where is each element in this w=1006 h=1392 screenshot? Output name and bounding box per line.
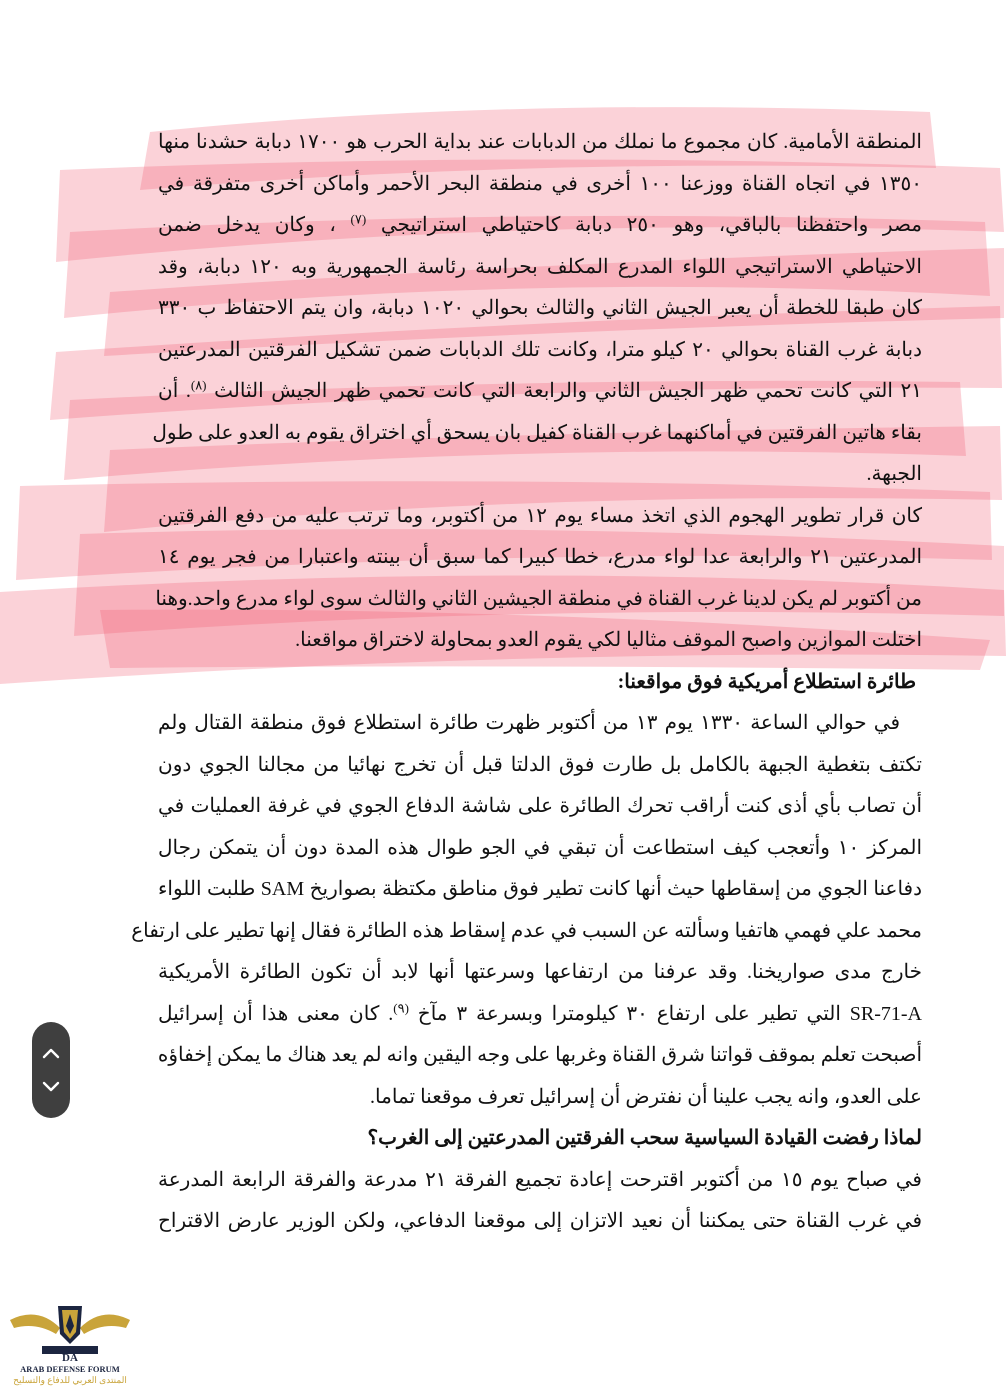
text-line: في صباح يوم ١٥ من أكتوبر اقترحت إعادة تجميع الفرقة ٢١ مدرعة والفرقة الرابعة المدرعة bbox=[158, 1168, 922, 1191]
text-line: الاحتياطي الاستراتيجي اللواء المدرع المكلف بحراسة رئاسة الجمهورية وبه ١٢٠ دبابة، وقد bbox=[158, 255, 922, 278]
text-segment: ٢١ التي كانت تحمي ظهر الجيش الثاني والرابعة التي كانت تحمي ظهر الجيش الثالث bbox=[214, 380, 923, 402]
page-nav-control[interactable] bbox=[32, 1022, 70, 1118]
text-line: في غرب القناة حتى يمكننا أن نعيد الاتزان إلى موقعنا الدفاعي، ولكن الوزير عارض الاقتراح bbox=[158, 1210, 922, 1232]
chevron-down-icon bbox=[42, 1081, 60, 1093]
text-line: أصبحت تعلم بموقف قواتنا شرق القناة وغربها على وجه اليقين وانه لم يعد هناك ما يمكن إخفاؤه bbox=[157, 1044, 922, 1066]
text-line: ١٣٥٠ في اتجاه القناة ووزعنا ١٠٠ أخرى في منطقة البحر الأحمر وأماكن أخرى متفرقة في bbox=[158, 172, 922, 195]
chevron-up-icon bbox=[42, 1047, 60, 1059]
body-text bbox=[131, 122, 923, 1243]
text-segment: . كان معنى هذا أن إسرائيل bbox=[158, 1002, 394, 1025]
text-segment: SR-71-A التي تطير على ارتفاع ٣٠ كيلومترا وبسرعة ٣ مآخ bbox=[417, 1002, 922, 1025]
text-line: المنطقة الأمامية. كان مجموع ما نملك من الدبابات عند بداية الحرب هو ١٧٠٠ دبابة حشدنا منها bbox=[158, 131, 922, 153]
text-line: من أكتوبر لم يكن لدينا غرب القناة في منطقة الجيشين الثاني والثالث سوى لواء مدرع واحد.وهنا bbox=[155, 587, 922, 610]
page-up-button[interactable] bbox=[32, 1036, 70, 1070]
text-line: كان طبقا للخطة أن يعبر الجيش الثاني والثالث بحوالي ١٠٢٠ دبابة، وان يتم الاحتفاظ ب ٣٣٠ bbox=[158, 297, 922, 319]
text-line bbox=[158, 205, 922, 247]
eagle-shield-icon bbox=[8, 1298, 132, 1356]
text-line: تكتف بتغطية الجبهة بالكامل بل طارت فوق الدلتا قبل أن تخرج نهائيا من مجالنا الجوي دون bbox=[158, 753, 923, 776]
text-line: بقاء هاتين الفرقتين في أماكنهما غرب القناة كفيل بان يسحق أي اختراق يقوم به العدو على طول bbox=[152, 421, 922, 444]
text-line: دفاعنا الجوي من إسقاطها حيث أنها كانت تطير فوق مناطق مكتظة بصواريخ SAM طلبت اللواء bbox=[158, 878, 923, 900]
section-heading: طائرة استطلاع أمريكية فوق مواقعنا: bbox=[617, 670, 916, 693]
section-heading: لماذا رفضت القيادة السياسية سحب الفرقتين المدرعتين إلى الغرب؟ bbox=[367, 1127, 922, 1149]
logo-name: ARAB DEFENSE FORUM bbox=[20, 1364, 120, 1374]
text-line: في حوالي الساعة ١٣٣٠ يوم ١٣ من أكتوبر ظهرت طائرة استطلاع فوق منطقة القتال ولم bbox=[158, 712, 901, 734]
text-line: محمد علي فهمي هاتفيا وسألته عن السبب في عدم إسقاط هذه الطائرة فقال إنها تطير على ارتفاع bbox=[131, 919, 922, 942]
text-line: على العدو، وانه يجب علينا أن نفترض أن إسرائيل تعرف موقعنا تماما. bbox=[370, 1085, 922, 1108]
text-line: المركز ١٠ وأتعجب كيف استطاعت أن تبقي في الجو طوال هذه المدة دون أن يتمكن رجال bbox=[158, 836, 922, 859]
text-line bbox=[158, 994, 922, 1036]
text-segment: ، وكان يدخل ضمن bbox=[158, 214, 336, 236]
forum-logo bbox=[8, 1298, 132, 1388]
footnote-ref[interactable]: (٧) bbox=[350, 211, 367, 227]
text-line: المدرعتين ٢١ والرابعة عدا لواء مدرع، خطا كبيرا كما سبق أن بينته واعتبارا من فجر يوم ١٤ bbox=[158, 546, 922, 568]
text-line: كان قرار تطوير الهجوم الذي اتخذ مساء يوم ١٢ من أكتوبر، وما ترتب عليه من دفع الفرقتين bbox=[158, 504, 922, 527]
page-down-button[interactable] bbox=[32, 1070, 70, 1104]
text-line: دبابة غرب القناة بحوالي ٢٠ كيلو مترا، وكانت تلك الدبابات ضمن تشكيل الفرقتين المدرعتين bbox=[158, 338, 922, 361]
logo-initials: DA bbox=[62, 1352, 78, 1364]
text-line: أن تصاب بأي أذى كنت أراقب تحرك الطائرة على شاشة الدفاع الجوي في غرفة العمليات في bbox=[158, 795, 922, 817]
text-line bbox=[158, 371, 922, 413]
text-segment: . أن bbox=[158, 380, 191, 402]
logo-tagline: المنتدى العربي للدفاع والتسليح bbox=[13, 1375, 127, 1385]
text-line: الجبهة. bbox=[866, 463, 922, 485]
text-segment: مصر واحتفظنا بالباقي، وهو ٢٥٠ دبابة كاحتياطي استراتيجي bbox=[380, 214, 923, 236]
text-line: خارج مدى صواريخنا. وقد عرفنا من ارتفاعها وسرعتها أنها لابد أن تكون الطائرة الأمريكية bbox=[158, 961, 922, 983]
footnote-ref[interactable]: (٩) bbox=[393, 999, 409, 1015]
footnote-ref[interactable]: (٨) bbox=[190, 377, 207, 393]
text-line: اختلت الموازين واصبح الموقف مثاليا لكي يقوم العدو بمحاولة لاختراق مواقعنا. bbox=[295, 629, 922, 651]
